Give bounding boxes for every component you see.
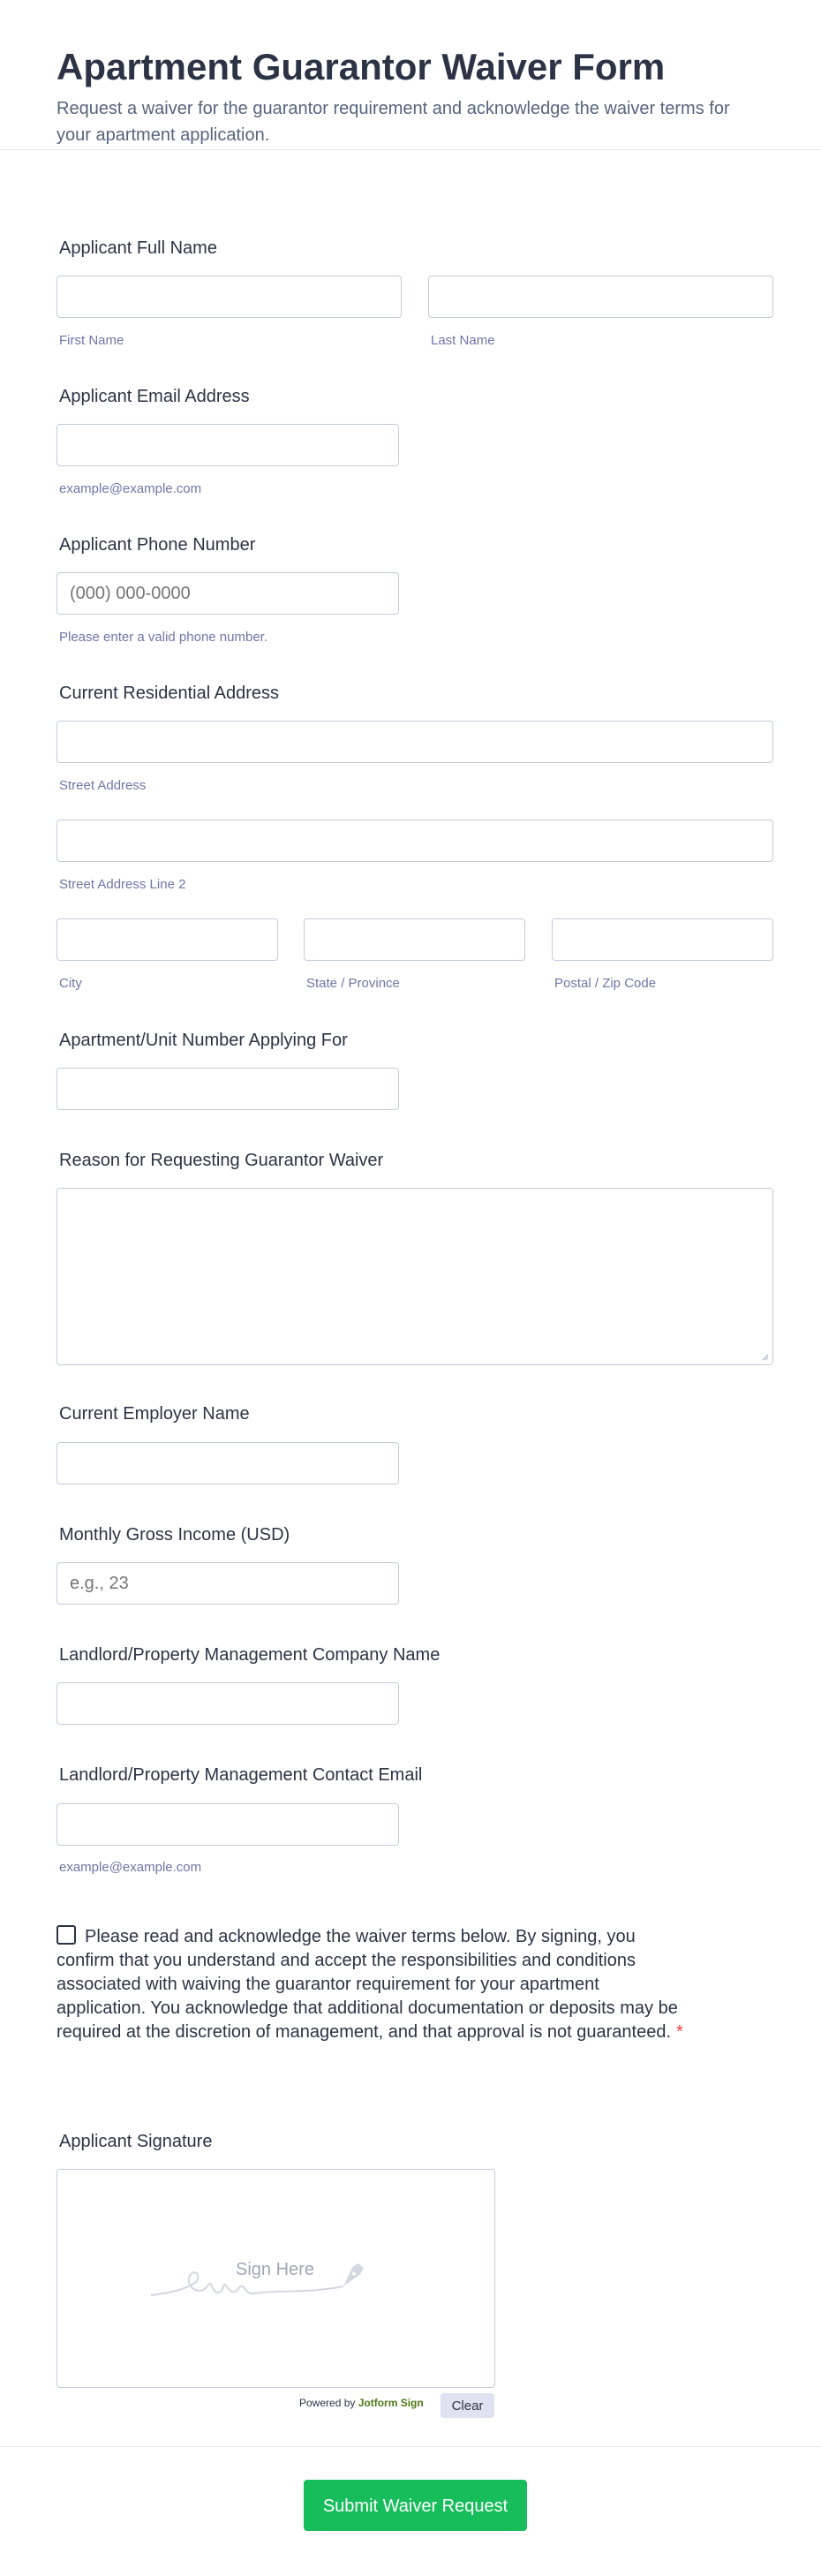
employer-label xyxy=(56,1404,250,1424)
waiver-consent xyxy=(56,1925,683,2044)
full-name-label xyxy=(56,238,217,259)
last-name-input[interactable] xyxy=(428,276,773,318)
city-input[interactable] xyxy=(56,918,278,961)
address-label xyxy=(56,684,279,704)
powered-prefix: Powered by xyxy=(299,2397,356,2409)
state-sublabel: State / Province xyxy=(306,976,400,991)
zip-sublabel: Postal / Zip Code xyxy=(554,976,657,991)
street-address-sublabel: Street Address xyxy=(59,778,147,793)
first-name-input[interactable] xyxy=(56,276,402,318)
email-label-text: Applicant Email Address xyxy=(59,387,250,406)
form-title: Apartment Guarantor Waiver Form xyxy=(56,46,666,87)
unit-input[interactable] xyxy=(56,1068,399,1110)
phone-sublabel: Please enter a valid phone number. xyxy=(59,630,267,645)
submit-button[interactable]: Submit Waiver Request xyxy=(304,2480,527,2531)
phone-label-text: Applicant Phone Number xyxy=(59,535,256,555)
phone-label xyxy=(56,535,255,555)
reason-label-text: Reason for Requesting Guarantor Waiver xyxy=(59,1151,384,1170)
signature-pad[interactable] xyxy=(56,2169,495,2388)
clear-signature-button[interactable]: Clear xyxy=(441,2393,494,2418)
email-sublabel: example@example.com xyxy=(59,481,202,496)
employer-input[interactable] xyxy=(56,1442,399,1484)
street-address-input[interactable] xyxy=(56,721,773,763)
form-subtitle: Request a waiver for the guarantor requirement and acknowledge the waiver terms for your apartment application. xyxy=(56,99,730,145)
sign-here-hint: Sign Here xyxy=(236,2260,314,2279)
income-label-text: Monthly Gross Income (USD) xyxy=(59,1525,290,1545)
employer-label-text: Current Employer Name xyxy=(59,1404,250,1424)
street-address-line2-sublabel: Street Address Line 2 xyxy=(59,877,186,892)
consent-checkbox[interactable] xyxy=(56,1925,76,1945)
form-header xyxy=(0,0,821,150)
landlord-email-sublabel: example@example.com xyxy=(59,1860,202,1875)
powered-by xyxy=(299,2397,424,2409)
unit-label-text: Apartment/Unit Number Applying For xyxy=(59,1031,348,1050)
jotform-sign-brand: Jotform Sign xyxy=(358,2397,424,2409)
landlord-email-input[interactable] xyxy=(56,1803,399,1846)
last-name-sublabel: Last Name xyxy=(431,333,495,348)
signature-label-text: Applicant Signature xyxy=(59,2132,213,2151)
signature-label xyxy=(56,2132,212,2152)
landlord-label-text: Landlord/Property Management Company Name xyxy=(59,1645,441,1665)
landlord-input[interactable] xyxy=(56,1682,399,1725)
address-label-text: Current Residential Address xyxy=(59,684,280,703)
first-name-sublabel: First Name xyxy=(59,333,124,348)
income-input[interactable] xyxy=(56,1562,399,1605)
zip-input[interactable] xyxy=(552,918,773,961)
landlord-email-label-text: Landlord/Property Management Contact Email xyxy=(59,1765,423,1785)
reason-label xyxy=(56,1151,383,1171)
resize-grip-icon[interactable] xyxy=(762,1354,769,1361)
income-label xyxy=(56,1525,290,1545)
street-address-line2-input[interactable] xyxy=(56,820,773,862)
state-input[interactable] xyxy=(304,918,525,961)
phone-input[interactable] xyxy=(56,572,399,615)
full-name-label-text: Applicant Full Name xyxy=(59,238,217,258)
email-input[interactable] xyxy=(56,424,399,466)
unit-label xyxy=(56,1031,348,1051)
consent-text: Please read and acknowledge the waiver terms below. By signing, you confirm that you understand and accept the responsibilities and conditions associated with waiving the guarantor requirement for your apartment application. You acknowledge that additional documentation or deposits may be required at the discretion of management, and that approval is not guaranteed. xyxy=(56,1927,678,2042)
reason-textarea[interactable] xyxy=(56,1188,773,1365)
required-asterisk: * xyxy=(676,2022,683,2042)
city-sublabel: City xyxy=(59,976,82,991)
email-label xyxy=(56,387,250,407)
landlord-email-label xyxy=(56,1765,422,1786)
landlord-label xyxy=(56,1645,440,1666)
